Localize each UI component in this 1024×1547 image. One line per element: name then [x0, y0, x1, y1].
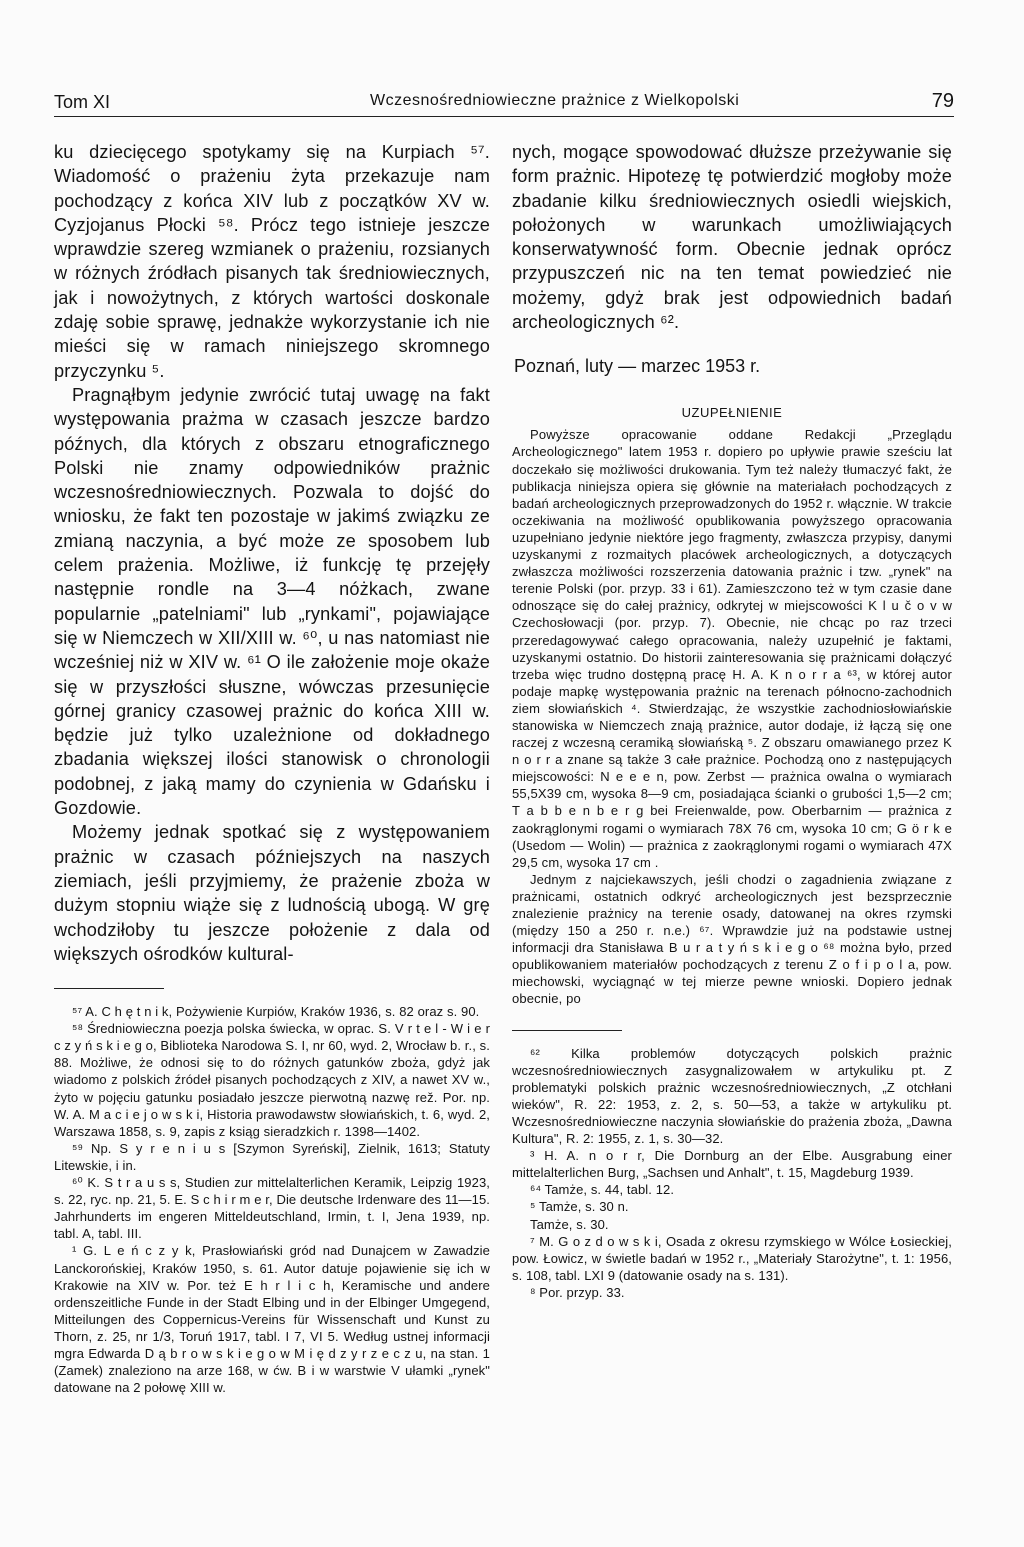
footnote-divider: [54, 988, 164, 989]
footnote: Tamże, s. 30.: [530, 1216, 609, 1232]
volume-label: Tom XI: [54, 92, 111, 112]
paragraph: nych, mogące spowodować dłuższe przeżywanie się form prażnic. Hipotezę tę potwierdzić mogłoby może zbadanie kilku średniowiecznych osiedli wiejskich, położonych w warunkach umożliwiających konserwatywność form. Obecnie jednak oprócz przypuszczeń nic na ten temat powiedzieć nie możemy, gdyż brak jest odpowiednich badań archeologicznych ⁶².: [512, 142, 952, 333]
paragraph: Możemy jednak spotkać się z występowaniem prażnic w czasach późniejszych na naszych ziemiach, jeśli przyjmiemy, że prażenie zboża w dużym stopniu wiąże się z ludnością ubogą. W grę wchodziłoby tu jeszcze położenie z dala od większych ośrodków kultural-: [54, 822, 490, 964]
left-body-text: [54, 140, 490, 966]
supplement-heading: UZUPEŁNIENIE: [681, 405, 783, 421]
left-column: [54, 140, 490, 1396]
running-title: Wczesnośredniowieczne prażnice z Wielkopolski: [370, 92, 740, 109]
date-line: Poznań, luty — marzec 1953 r.: [514, 356, 761, 377]
running-header: [54, 90, 954, 117]
footnote: ³ H. A. n o r r, Die Dornburg an der Elbe. Ausgrabung einer mittelalterlichen Burg, „Sachsen und Anhalt", t. 15, Magdeburg 1939.: [512, 1148, 952, 1181]
footnote-divider: [512, 1030, 622, 1031]
paragraph: Powyższe opracowanie oddane Redakcji „Przeglądu Archeologicznego" latem 1953 r. dopiero po upływie prawie sześciu lat doczekało się możliwości drukowania. Tym też należy tłumaczyć fakt, że publikacja niniejsza opiera się głównie na materiałach pochodzących z badań archeologicznych przeprowadzonych do 1952 r. włącznie. W trakcie oczekiwania na możliwość opublikowania powyższego opracowania uzupełniano jedynie niektóre jego fragmenty, zwłaszcza przypisy, danymi uzyskanymi z rozmaitych placówek archeologicznych, a dotyczących zwłaszcza możliwości rozszerzenia datowania prażnic i tzw. „rynek" na terenie Polski (por. przyp. 33 i 61). Zamieszczono też w tym czasie dane odnoszące się do całej prażnicy, odkrytej w miejscowości K l u č o v w Czechosłowacji (por. przyp. 7). Obecnie, nie chcąc po raz trzeci przeredagowywać całego opracowania, należy uzupełnić je faktami, uzyskanymi ostatnio. Do historii zainteresowania się prażnicami dołączyć trzeba więc trudno dostępną pracę H. A. K n o r r a ⁶³, w której autor podaje mapkę występowania prażnic na terenach północno-zachodnich ziem słowiańskich ⁴. Stwierdzając, że wszystkie zachodniosłowiańskie stanowiska w Niemczech znają prażnice, autor dodaje, iż łączą się one raczej z wczesną ceramiką słowiańską ⁵. Z obszaru omawianego przez K n o r r a znane są także 3 całe prażnice. Pochodzą ono z następujących miejscowości: N e e e n, pow. Zerbst — prażnica owalna o wymiarach 55,5X39 cm, wysoka 8—9 cm, posiadająca ścianki o grubości 1,5—2 cm; T a b b e n b e r g bei Freienwalde, pow. Oberbarnim — prażnica z zaokrąglonymi rogami o wymiarach 78X 76 cm, wysoka 10 cm; G ö r k e (Usedom — Wolin) — prażnica z zaokrąglonymi rogami o wymiarach 47X 29,5 cm, wysoka 17 cm .: [512, 427, 952, 870]
footnote: ⁵⁸ Średniowieczna poezja polska świecka, w oprac. S. V r t e l - W i e r c z y ń s k i e g o, Biblioteka Narodowa S. I, nr 60, wyd. 2, Wrocław b. r., s. 88. Możliwe, że odnosi się to do różnych gatunków zboża, gdyż jak wiadomo z polskich źródeł pisanych pochodzących z XIV, a nawet XV w., żyto w pojęciu gatunku posiadało jeszcze pierwotną nazwę rež. Por. np. W. A. M a c i e j o w s k i, Historia prawodawstw słowiańskich, t. 6, wyd. 2, Warszawa 1858, s. 9, zapis z ksiąg sieradzkich r. 1398—1402.: [54, 1021, 490, 1139]
footnote: ⁶² Kilka problemów dotyczących polskich prażnic wczesnośredniowiecznych zasygnalizowałem w artykuliku pt. Z problematyki polskich prażnic wczesnośredniowiecznych, „Z otchłani wieków", R. 22: 1953, z. 2, s. 50—53, a także w artykuliku pt. Wczesnośredniowieczne naczynia słowiańskie do prażenia zboża, „Dawna Kultura", R. 2: 1955, z. 1, s. 30—32.: [512, 1045, 952, 1147]
footnote: ⁶⁰ K. S t r a u s s, Studien zur mittelalterlichen Keramik, Leipzig 1923, s. 22, ryc. np. 21, 5. E. S c h i r m e r, Die deutsche Irdenware des 11—15. Jahrhunderts im engeren Mitteldeutschland, Irmin, t. I, Jena 1939, np. tabl. A, tabl. III.: [54, 1175, 490, 1242]
left-footnotes: [54, 1003, 490, 1396]
footnote: ⁵⁷ A. C h ę t n i k, Pożywienie Kurpiów, Kraków 1936, s. 82 oraz s. 90.: [72, 1004, 480, 1020]
footnote: ⁶⁴ Tamże, s. 44, tabl. 12.: [530, 1182, 675, 1198]
right-body-text: [512, 140, 952, 334]
right-footnotes: [512, 1045, 952, 1301]
footnote: ⁵⁹ Np. S y r e n i u s [Szymon Syreński], Zielnik, 1613; Statuty Litewskie, i in.: [54, 1140, 490, 1173]
page-number: 79: [931, 90, 954, 112]
footnote: ⁵ Tamże, s. 30 n.: [530, 1199, 629, 1215]
footnote: ⁷ M. G o z d o w s k i, Osada z okresu rzymskiego w Wólce Łosieckiej, pow. Łowicz, w świetle badań w 1952 r., „Materiały Starożytne", t. 1: 1956, s. 108, tabl. LXI 9 (datowanie osady na s. 131).: [512, 1233, 952, 1283]
right-column: [512, 140, 952, 1301]
paragraph: ku dziecięcego spotykamy się na Kurpiach ⁵⁷. Wiadomość o prażeniu żyta przekazuje nam pochodzący z końca XIV lub z początków XV w. Cyzjojanus Płocki ⁵⁸. Prócz tego istnieje jeszcze wprawdzie szereg wzmianek o prażeniu, rozsianych w różnych źródłach pisanych tak średniowiecznych, jak i nowożytnych, z których wartości doskonale zdaję sobie sprawę, jednakże wykorzystanie ich nie mieści się w ramach niniejszego skromnego przyczynku ⁵.: [54, 142, 490, 381]
supplement-text: [512, 426, 952, 1007]
paragraph: Jednym z najciekawszych, jeśli chodzi o zagadnienia związane z prażnicami, ostatnich odkryć archeologicznych jest bezsprzecznie znalezienie prażnicy na terenie osady, datowanej na okres rzymski (między 150 a 250 r. n.e.) ⁶⁷. Wprawdzie już na podstawie ustnej informacji dra Stanisława B u r a t y ń s k i e g o ⁶⁸ można było, przed opublikowaniem materiałów pochodzących z terenu Z o f i p o l a, pow. miechowski, wyciągnąć w tej mierze pewne wnioski. Dopiero jednak obecnie, po: [512, 871, 952, 1007]
footnote: ⁸ Por. przyp. 33.: [530, 1284, 625, 1300]
paragraph: Pragnąłbym jedynie zwrócić tutaj uwagę na fakt występowania prażma w czasach jeszcze bardzo późnych, dla których z obszaru etnograficznego Polski nie znamy odpowiedników prażnic wczesnośredniowiecznych. Pozwala to dojść do wniosku, że fakt ten pozostaje w jakimś związku ze zmianą naczynia, a być może ze sposobem lub celem prażenia. Możliwe, iż funkcję tę przejęły następnie rondle na 3—4 nóżkach, zwane popularnie „patelniami" lub „rynkami", pojawiające się w Niemczech w XII/XIII w. ⁶⁰, u nas natomiast nie wcześniej niż w XIV w. ⁶¹ O ile założenie moje okaże się w przyszłości słuszne, wówczas przesunięcie górnej granicy czasowej prażnic do końca XIII w. będzie już tylko uzależnione od dokładnego zbadania większej ilości stanowisk o chronologii podobnej, z jaką mamy do czynienia w Gdańsku i Gozdowie.: [54, 384, 490, 819]
footnote: ¹ G. L e ń c z y k, Prasłowiański gród nad Dunajcem w Zawadzie Lanckorońskiej, Kraków 1950, s. 61. Autor datuje pojawienie się ich w Krakowie na XIV w. Por. też E h r l i c h, Keramische und andere ordenszeitliche Funde in der Stadt Elbing und in der Elbinger Umgegend, Mitteilungen des Coppernicus-Vereins für Wissenschaft und Kunst zu Thorn, z. 25, nr 1/3, Toruń 1917, tabl. I 7, VI 5. Według ustnej informacji mgra Edwarda D ą b r o w s k i e g o w M i ę d z y r z e c z u, na stan. 1 (Zamek) znaleziono na arze 168, w ćw. B i w warstwie V ułamki „rynek" datowane na 2 połowę XIII w.: [54, 1243, 490, 1396]
